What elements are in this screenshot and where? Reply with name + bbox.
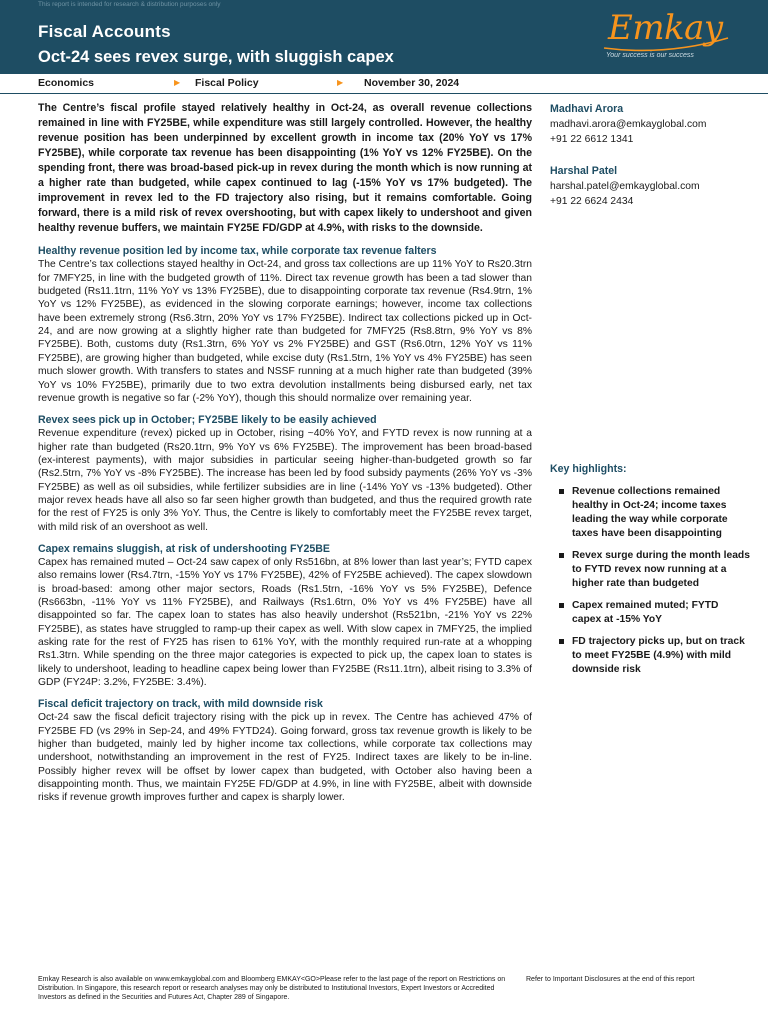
chevron-right-icon: ▶ (174, 78, 181, 87)
footer-disclosure-note: Refer to Important Disclosures at the end of this report (526, 976, 695, 983)
section-heading: Healthy revenue position led by income tax, while corporate tax revenue falters (38, 245, 437, 258)
footer-disclaimer: Emkay Research is also available on www.emkayglobal.com and Bloomberg EMKAY<GO>Please refer to the last page of the report on Restrictions on Distribution. In Singapore, this research report or research analyses may only be distributed to Institutional Investors, Expert Investors or Accredited Investors as defined in the Securities and Futures Act, Chapter 289 of Singapore. (38, 976, 506, 1002)
bullet-icon (559, 603, 564, 608)
logo-wordmark: Emkay (608, 8, 723, 48)
highlights-title: Key highlights: (550, 463, 627, 475)
analyst-name: Madhavi Arora (550, 103, 624, 115)
section-revenue (38, 244, 532, 405)
section-capex (38, 542, 532, 689)
section-heading: Fiscal deficit trajectory on track, with mild downside risk (38, 698, 323, 711)
watermark-text: This report is intended for research & distribution purposes only (38, 1, 221, 8)
section-fiscal-deficit (38, 697, 532, 804)
bullet-icon (559, 489, 564, 494)
analyst-phone: +91 22 6624 2434 (550, 195, 634, 207)
report-header (0, 0, 768, 74)
highlight-text: Capex remained muted; FYTD capex at -15% YoY (572, 600, 719, 625)
topic-tag: Fiscal Policy (195, 77, 259, 89)
report-title: Fiscal Accounts (38, 22, 171, 41)
section-revex (38, 413, 532, 534)
category-bar (0, 74, 768, 94)
disclaimer-footer (38, 975, 738, 1003)
bullet-icon (559, 639, 564, 644)
highlight-text: Revenue collections remained healthy in Oct-24; income taxes leading the way while corporate taxes have been disappointing (572, 486, 728, 539)
key-highlights (550, 463, 750, 685)
sector-tag: Economics (38, 77, 95, 89)
section-paragraph: Revenue expenditure (revex) picked up in October, rising ~40% YoY, and FYTD revex is now running at a higher rate than budgeted (Rs20.1trn, 9% YoY vs 6% FY25BE). The improvement has been broad-based (ex-interest payments), with major subsidies in particular seeing higher-than-budgeted growth so far (Rs2.5trn, 7% YoY vs -8% FY25BE). The increase has been led by food subsidy payments (26% YoY vs -3% FY25BE) as well as oil subsidies, while fertilizer subsidies are in line (-14% YoY vs -13% budgeted). Other major revex heads have all also so far seen higher growth than budgeted, and thus the required growth rate for the rest of FY25 is only 3% YoY. Thus, the Centre is likely to comfortably meet the FY25BE revex target, with mild risk of an overshoot as well. (38, 428, 532, 533)
analyst-email[interactable]: harshal.patel@emkayglobal.com (550, 181, 700, 192)
highlight-item (550, 635, 750, 677)
analyst-phone: +91 22 6612 1341 (550, 133, 634, 145)
emkay-logo (596, 8, 736, 68)
section-heading: Capex remains sluggish, at risk of undershooting FY25BE (38, 542, 330, 555)
lead-summary: The Centre’s fiscal profile stayed relatively healthy in Oct-24, as overall revenue collections remained in line with FY25BE, while expenditure was still largely controlled. However, the healthy revenue position has been underpinned by excellent growth in income tax (20% YoY vs 17% FY25BE), while corporate tax revenue has been disappointing (1% YoY vs 12% FY25BE). On the spending front, there was broad-based pick-up in revex during the month which is now running at a higher rate than budgeted, while capex continued to lag (-15% YoY vs 17% budgeted). The improvement in revex led to the FD trajectory also rising, but it remains comfortable. Going forward, there is a mild risk of revex overshooting, but with capex likely to undershoot and given healthy revenue buffers, we maintain FY25E FD/GDP at 4.9%, with risks to the downside. (38, 102, 532, 235)
report-body (38, 101, 532, 805)
highlight-text: FD trajectory picks up, but on track to meet FY25BE (4.9%) with mild downside risk (572, 636, 745, 675)
section-paragraph: Oct-24 saw the fiscal deficit trajectory rising with the pick up in revex. The Centre has achieved 47% of FY25BE FD (vs 29% in Sep-24, and 49% FYTD24). Going forward, gross tax revenue growth is likely to be higher than budgeted, mainly led by higher income tax collections, while corporate tax collections may undershoot, notwithstanding an improvement in the rest of FY25. Indirect taxes are likely to be in-line. Possibly higher revex will be offset by lower capex than budgeted, with October also having been a disappointing month. Thus, we maintain FY25E FD/GDP at 4.9%, in line with FY25BE, albeit with downside risks if revenue growth improves further and capex is sharply lower. (38, 712, 532, 804)
section-heading: Revex sees pick up in October; FY25BE likely to be easily achieved (38, 414, 377, 427)
section-paragraph: Capex has remained muted – Oct-24 saw capex of only Rs516bn, at 8% lower than last year’s; FYTD capex also remains lower (Rs4.7trn, -15% YoY vs 17% FY25BE), 42% of FY25BE achieved). The capex slowdown is broad-based: among other major sectors, Roads (Rs1.5trn, -16% YoY vs 5% FY25BE), Defence (Rs663bn, -11% YoY vs 11% FY25BE), and Railways (Rs1.6trn, 0% YoY vs 4% FY25BE) have all disappointed so far. The capex loan to states has also heavily undershot (Rs521bn, -21% YoY vs 22% FY25BE), as states have struggled to ramp-up their capex as well. With slow capex in 7MFY25, the implied asking rate for the rest of FY25 has risen to 61% YoY, with the monthly required run-rate at a whopping Rs1.3trn. While spending on the three major categories is expected to pick up, the capex loan to states is likely to undershoot, leading to headline capex being lower than FY25BE (Rs11.1trn), albeit rising to 3.3% of GDP (FY24P: 3.2%, FY25BE: 3.4%). (38, 556, 532, 689)
highlight-text: Revex surge during the month leads to FYTD revex now running at a higher rate than budgeted (572, 550, 750, 589)
highlight-item (550, 485, 750, 541)
bullet-icon (559, 553, 564, 558)
highlights-list (550, 485, 750, 677)
highlight-item (550, 549, 750, 591)
analyst-name: Harshal Patel (550, 165, 618, 177)
chevron-right-icon: ▶ (337, 78, 344, 87)
logo-tagline: Your success is our success (606, 52, 694, 59)
analyst-card (550, 102, 750, 147)
analyst-card (550, 164, 750, 209)
report-subtitle: Oct-24 sees revex surge, with sluggish capex (38, 48, 394, 66)
report-date: November 30, 2024 (364, 77, 460, 89)
analyst-email[interactable]: madhavi.arora@emkayglobal.com (550, 119, 707, 130)
highlight-item (550, 599, 750, 627)
analyst-panel (550, 102, 750, 209)
section-paragraph: The Centre’s tax collections stayed healthy in Oct-24, and gross tax collections are up 11% YoY to Rs20.3trn for 7MFY25, in line with the budgeted growth of 11%. Direct tax revenue growth has been a tad slower than budgeted (Rs11.1trn, 11% YoY vs 13% FY25BE), due to disappointing corporate tax revenue (Rs4.9trn, 1% YoY vs 12% FY25BE), as evidenced in the slowing corporate earnings; however, income tax collections have been extremely strong (Rs6.3trn, 20% YoY vs 17% FY25BE). Indirect tax collections picked up in Oct-24, and are now growing at a slightly higher rate than budgeted for 7MFY25 (Rs8.8trn, 9% YoY vs 8% FY25BE). Both, customs duty (Rs1.3trn, 6% YoY vs 2% FY25BE) and GST (Rs6.0trn, 12% YoY vs 11% FY25BE), are growing higher than budgeted, while excise duty (Rs1.5trn, 1% YoY vs 4% FY25BE) has seen much slower growth. With transfers to states and NSSF running at a much higher rate than budgeted (39% YoY vs 10% FY25BE), primarily due to two extra devolution installments being disbursed early, net tax revenue growth is negative so far (-2% YoY), though this should normalize over remaining year. (38, 259, 532, 404)
